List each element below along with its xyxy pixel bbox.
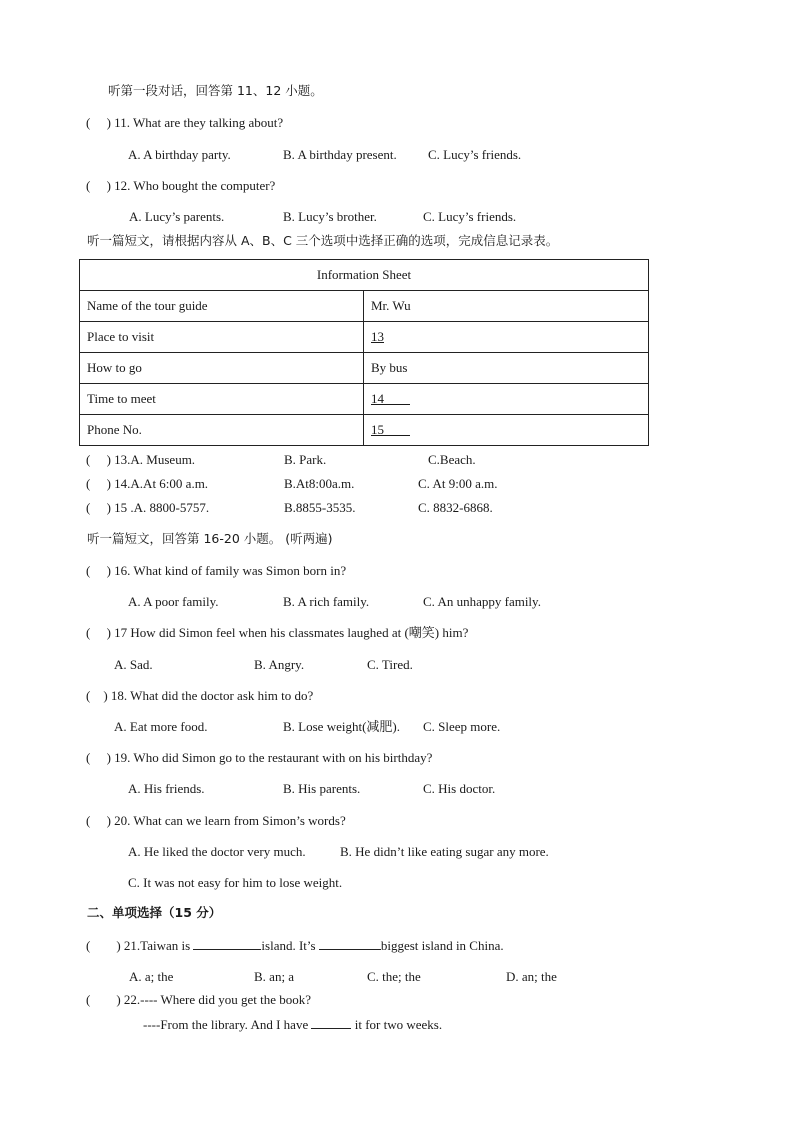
answer-paren[interactable]: ( ) (86, 115, 111, 130)
question-12 (86, 178, 275, 194)
question-16 (86, 563, 346, 579)
option-14-c: C. At 9:00 a.m. (418, 476, 498, 491)
option-19-c: C. His doctor. (423, 781, 496, 796)
question-18 (86, 688, 313, 704)
question-stem: 13.A. Museum. (114, 452, 196, 467)
row-label: Time to meet (80, 384, 364, 415)
option-16-a: A. A poor family. (128, 594, 219, 609)
table-row (80, 291, 649, 322)
option-16-b: B. A rich family. (283, 594, 370, 609)
question-stem: 19. Who did Simon go to the restaurant with on his birthday? (114, 750, 433, 765)
blank-number: 13 (371, 329, 384, 344)
row-value-blank[interactable] (364, 322, 649, 353)
information-sheet-table (79, 259, 649, 446)
option-21-a: A. a; the (129, 969, 174, 984)
question-stem: 20. What can we learn from Simon’s words? (114, 813, 346, 828)
answer-paren[interactable]: ( ) (86, 178, 111, 193)
option-12-c: C. Lucy’s friends. (423, 209, 517, 224)
question-stem: 17 How did Simon feel when his classmates laughed at (嘲笑) him? (114, 625, 469, 640)
answer-paren[interactable]: ( ) (86, 625, 111, 640)
row-label: Place to visit (80, 322, 364, 353)
row-label: Name of the tour guide (80, 291, 364, 322)
part-heading-multiple-choice: 二、单项选择（15 分） (87, 905, 222, 920)
row-label: Phone No. (80, 415, 364, 446)
question-22-response: ----From the library. And I have it for two weeks. (143, 1017, 443, 1032)
section-intro-passage-2: 听一篇短文，回答第 16-20 小题。 (听两遍) (87, 531, 333, 546)
answer-paren[interactable]: ( ) (86, 750, 111, 765)
table-row (80, 322, 649, 353)
table-row (80, 353, 649, 384)
answer-paren[interactable]: ( ) (86, 992, 121, 1007)
row-label: How to go (80, 353, 364, 384)
answer-paren[interactable]: ( ) (86, 563, 111, 578)
fill-blank[interactable] (311, 1016, 351, 1029)
question-stem-part: biggest island in China. (380, 938, 504, 953)
answer-paren[interactable]: ( ) (86, 476, 111, 491)
table-title: Information Sheet (80, 260, 649, 291)
option-17-a: A. Sad. (114, 657, 153, 672)
option-12-b: B. Lucy’s brother. (283, 209, 377, 224)
question-stem: 16. What kind of family was Simon born in? (114, 563, 347, 578)
fill-blank[interactable] (193, 937, 261, 950)
question-15 (86, 500, 209, 516)
option-11-a: A. A birthday party. (128, 147, 231, 162)
option-16-c: C. An unhappy family. (423, 594, 541, 609)
question-21 (86, 937, 504, 954)
question-stem-part: 21.Taiwan is (123, 938, 191, 953)
question-14 (86, 476, 208, 492)
row-value: By bus (364, 353, 649, 384)
answer-paren[interactable]: ( ) (86, 938, 121, 953)
question-13 (86, 452, 195, 468)
question-stem: 18. What did the doctor ask him to do? (110, 688, 314, 703)
question-19 (86, 750, 432, 766)
option-20-b: B. He didn’t like eating sugar any more. (340, 844, 549, 859)
row-value-blank[interactable] (364, 384, 649, 415)
blank-number: 14 (371, 391, 384, 406)
answer-paren[interactable]: ( ) (86, 500, 111, 515)
question-11 (86, 115, 283, 131)
table-row (80, 384, 649, 415)
question-stem: 14.A.At 6:00 a.m. (114, 476, 209, 491)
option-20-a: A. He liked the doctor very much. (128, 844, 306, 859)
option-11-c: C. Lucy’s friends. (428, 147, 522, 162)
option-12-a: A. Lucy’s parents. (129, 209, 225, 224)
option-19-a: A. His friends. (128, 781, 205, 796)
section-intro-dialogue-1: 听第一段对话，回答第 11、12 小题。 (108, 83, 323, 98)
option-17-c: C. Tired. (367, 657, 413, 672)
option-15-b: B.8855-3535. (284, 500, 356, 515)
table-row (80, 415, 649, 446)
option-20-c: C. It was not easy for him to lose weight. (128, 875, 343, 890)
option-13-b: B. Park. (284, 452, 327, 467)
row-value: Mr. Wu (364, 291, 649, 322)
option-18-a: A. Eat more food. (114, 719, 208, 734)
question-stem: 12. Who bought the computer? (114, 178, 276, 193)
option-17-b: B. Angry. (254, 657, 305, 672)
option-18-c: C. Sleep more. (423, 719, 501, 734)
option-21-b: B. an; a (254, 969, 295, 984)
option-15-c: C. 8832-6868. (418, 500, 493, 515)
option-18-b: B. Lose weight(减肥). (283, 719, 400, 734)
question-stem: 11. What are they talking about? (114, 115, 284, 130)
row-value-blank[interactable] (364, 415, 649, 446)
option-21-d: D. an; the (506, 969, 557, 984)
blank-number: 15 (371, 422, 384, 437)
option-19-b: B. His parents. (283, 781, 361, 796)
question-22 (86, 992, 311, 1008)
question-20 (86, 813, 346, 829)
option-14-b: B.At8:00a.m. (284, 476, 355, 491)
answer-paren[interactable]: ( ) (86, 452, 111, 467)
answer-paren[interactable]: ( ) (86, 813, 111, 828)
option-13-c: C.Beach. (428, 452, 476, 467)
question-stem-part: island. It’s (261, 938, 316, 953)
option-21-c: C. the; the (367, 969, 421, 984)
option-11-b: B. A birthday present. (283, 147, 397, 162)
question-17 (86, 625, 468, 641)
question-stem: 22.---- Where did you get the book? (123, 992, 312, 1007)
section-intro-passage-1: 听一篇短文，请根据内容从 A、B、C 三个选项中选择正确的选项，完成信息记录表。 (87, 233, 559, 248)
fill-blank[interactable] (319, 937, 381, 950)
answer-paren[interactable]: ( ) (86, 688, 108, 703)
question-stem: 15 .A. 8800-5757. (114, 500, 210, 515)
